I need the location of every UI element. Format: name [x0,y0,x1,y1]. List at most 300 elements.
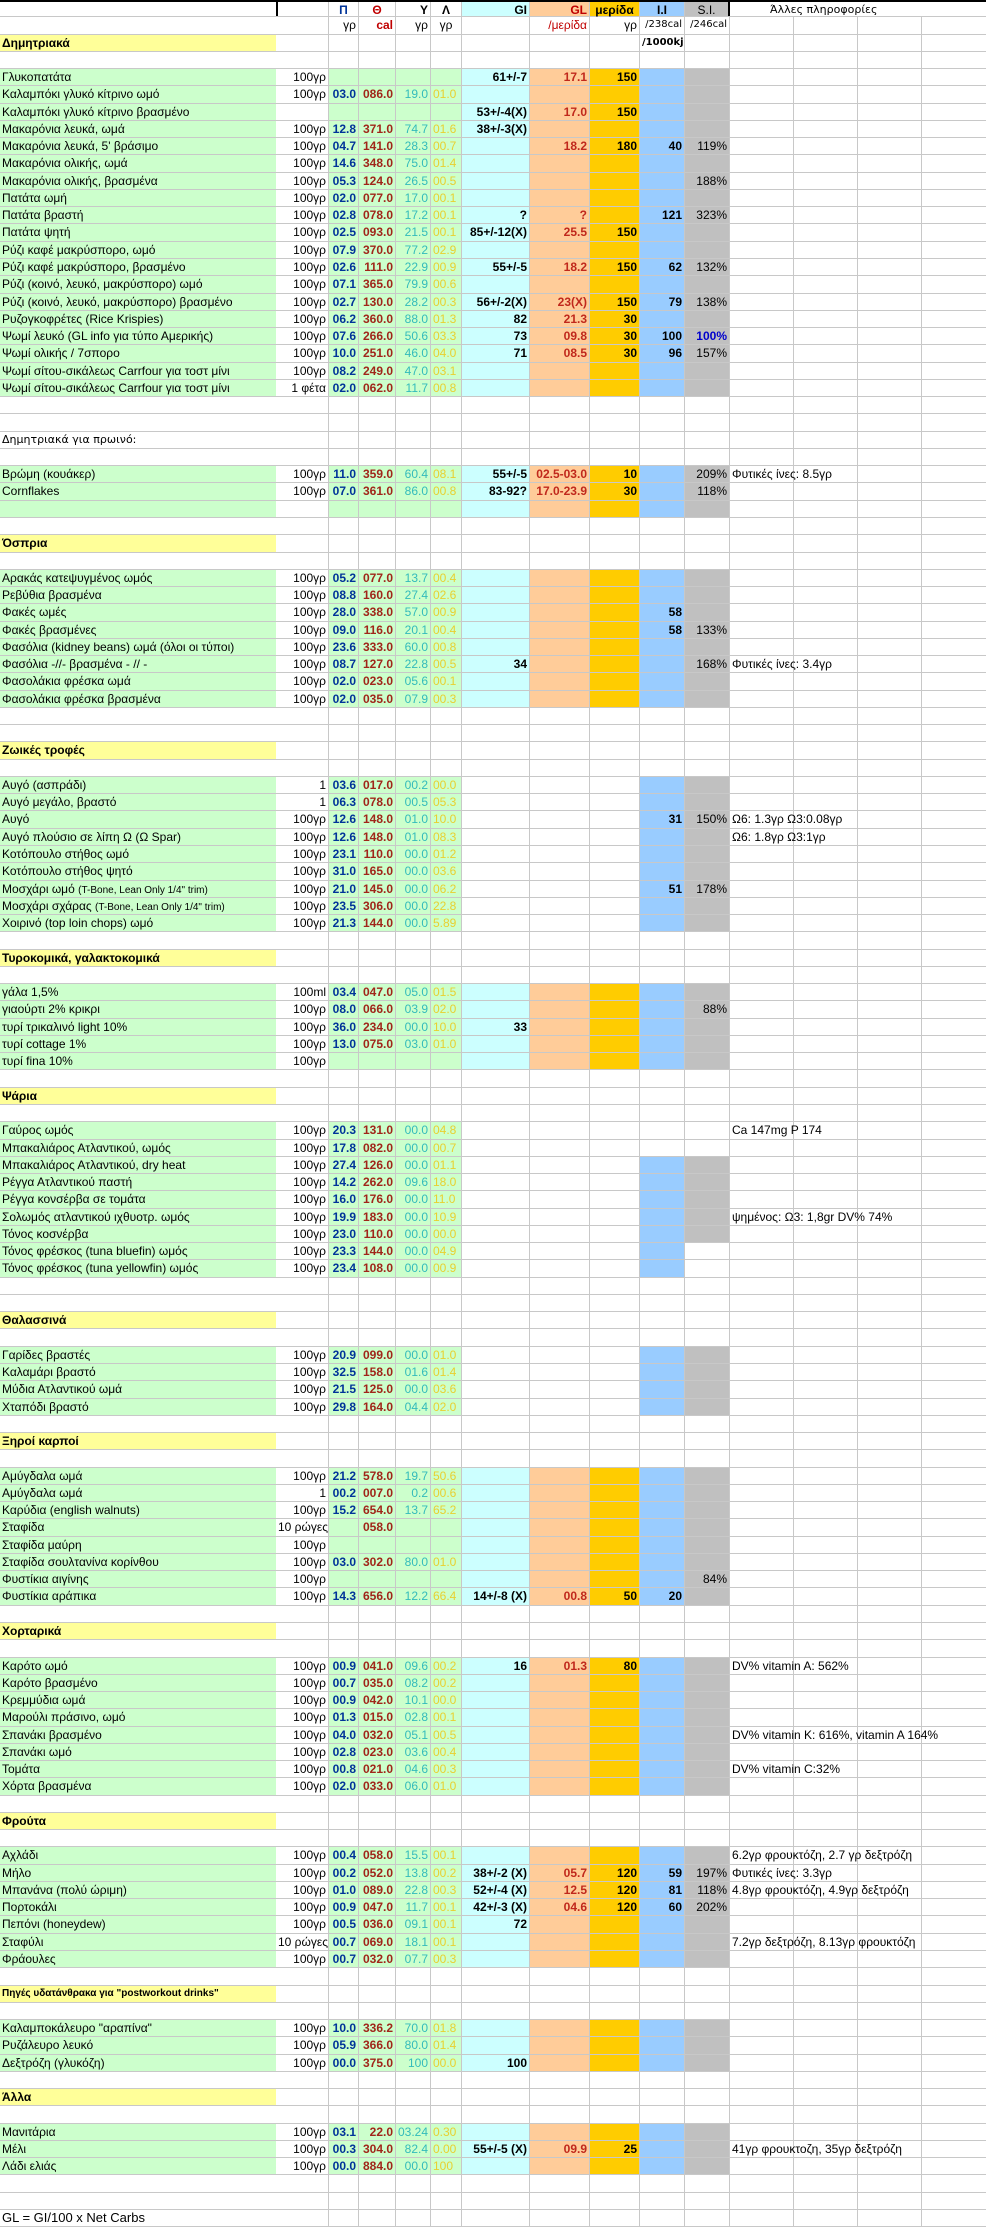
cell[interactable] [530,1640,590,1656]
carbs-cell[interactable]: 00.0 [396,863,431,879]
protein-cell[interactable]: 12.6 [329,829,359,845]
portion-cell[interactable] [590,1122,640,1138]
cell[interactable] [359,397,396,413]
cell[interactable] [590,1830,640,1846]
cell[interactable] [590,950,640,966]
fat-cell[interactable]: 00.5 [431,656,462,672]
calories-cell[interactable]: 086.0 [359,86,396,102]
notes-cell[interactable] [730,2055,794,2071]
cell[interactable] [794,570,858,586]
portion-cell[interactable]: 50 [590,1588,640,1604]
calories-cell[interactable] [359,1053,396,1069]
protein-cell[interactable]: 00.9 [329,1692,359,1708]
cell[interactable] [858,138,922,154]
cell[interactable] [794,1968,858,1984]
fat-cell[interactable]: 00.1 [431,1934,462,1950]
portion-cell[interactable] [590,794,640,810]
cell[interactable] [922,173,986,189]
ii-cell[interactable] [640,311,685,327]
cell[interactable] [462,518,530,534]
cell[interactable] [730,432,794,448]
cell[interactable] [858,915,922,931]
gi-cell[interactable] [462,380,530,396]
cell[interactable] [685,414,730,430]
gi-cell[interactable]: 73 [462,328,530,344]
fat-cell[interactable]: 08.3 [431,829,462,845]
cell[interactable] [922,1675,986,1691]
unit-cell[interactable]: 1 [276,794,329,810]
cell[interactable] [794,276,858,292]
calories-cell[interactable]: 131.0 [359,1122,396,1138]
cell[interactable] [329,1986,359,2002]
notes-cell[interactable] [730,294,794,310]
cell[interactable] [858,1260,922,1276]
calories-cell[interactable]: 578.0 [359,1468,396,1484]
cell[interactable] [640,967,685,983]
gi-cell[interactable] [462,570,530,586]
cell[interactable] [794,397,858,413]
fat-cell[interactable]: 03.6 [431,863,462,879]
food-name-cell[interactable]: γάλα 1,5% [0,984,276,1000]
gl-cell[interactable] [530,1174,590,1190]
cell[interactable] [858,2175,922,2191]
cell[interactable] [858,328,922,344]
cell[interactable] [276,1312,329,1328]
cell[interactable] [530,432,590,448]
si-cell[interactable] [685,276,730,292]
cell[interactable] [462,2072,530,2088]
unit-cell[interactable]: 100γρ [276,1951,329,1967]
gi-cell[interactable]: 53+/-4(X) [462,104,530,120]
cell[interactable] [922,742,986,758]
protein-cell[interactable]: 07.0 [329,483,359,499]
ii-cell[interactable] [640,656,685,672]
si-cell[interactable] [685,121,730,137]
notes-cell[interactable] [730,881,794,897]
gl-cell[interactable] [530,363,590,379]
cell[interactable] [685,1830,730,1846]
carbs-cell[interactable]: 11.7 [396,380,431,396]
cell[interactable] [530,1105,590,1121]
food-name-cell[interactable]: Μύδια Ατλαντικού ωμά [0,1381,276,1397]
cell[interactable] [329,553,359,569]
cell[interactable] [359,414,396,430]
cell[interactable] [794,363,858,379]
cell[interactable] [431,1606,462,1622]
unit-cell[interactable]: 100γρ [276,2037,329,2053]
fat-cell[interactable]: 5.89 [431,915,462,931]
cell[interactable] [590,2193,640,2209]
cell[interactable] [590,1433,640,1449]
cell[interactable] [431,1986,462,2002]
unit-cell[interactable]: 100γρ [276,1347,329,1363]
protein-cell[interactable]: 23.5 [329,898,359,914]
cell[interactable] [922,363,986,379]
si-cell[interactable] [685,1140,730,1156]
portion-cell[interactable] [590,777,640,793]
carbs-cell[interactable]: 57.0 [396,604,431,620]
cell[interactable] [858,604,922,620]
gl-cell[interactable] [530,121,590,137]
cell[interactable] [462,1278,530,1294]
cell[interactable] [462,1416,530,1432]
carbs-cell[interactable]: 13.8 [396,1865,431,1881]
cell[interactable] [794,1157,858,1173]
cell[interactable] [590,2003,640,2019]
portion-cell[interactable] [590,1675,640,1691]
ii-cell[interactable] [640,2037,685,2053]
cell[interactable] [359,1295,396,1311]
unit-cell[interactable]: 100γρ [276,656,329,672]
cell[interactable] [640,1088,685,1104]
unit-cell[interactable]: 100γρ [276,1036,329,1052]
calories-cell[interactable]: 017.0 [359,777,396,793]
cell[interactable] [530,2003,590,2019]
cell[interactable] [530,414,590,430]
carbs-cell[interactable]: 00.0 [396,1260,431,1276]
food-name-cell[interactable]: Αυγό μεγάλο, βραστό [0,794,276,810]
protein-cell[interactable] [329,1571,359,1587]
protein-cell[interactable]: 36.0 [329,1019,359,1035]
ii-cell[interactable]: 40 [640,138,685,154]
cell[interactable] [794,1537,858,1553]
food-name-cell[interactable]: Σολωμός ατλαντικού ιχθυοτρ. ωμός [0,1209,276,1225]
cell[interactable] [922,466,986,482]
cell[interactable] [922,1001,986,1017]
food-name-cell[interactable]: Μπακαλιάρος Ατλαντικού, dry heat [0,1157,276,1173]
cell[interactable] [640,1070,685,1086]
cell[interactable] [396,449,431,465]
carbs-cell[interactable]: 08.2 [396,1675,431,1691]
carbs-cell[interactable]: 00.0 [396,1157,431,1173]
si-cell[interactable] [685,155,730,171]
cell[interactable] [276,1433,329,1449]
carbs-cell[interactable]: 17.0 [396,190,431,206]
protein-cell[interactable]: 14.2 [329,1174,359,1190]
calories-cell[interactable]: 375.0 [359,2055,396,2071]
cell[interactable] [922,2124,986,2140]
cell[interactable] [396,414,431,430]
portion-cell[interactable] [590,639,640,655]
cell[interactable] [794,69,858,85]
cell[interactable] [359,1416,396,1432]
cell[interactable] [0,1450,276,1466]
unit-cell[interactable]: 100γρ [276,1658,329,1674]
calories-cell[interactable]: 021.0 [359,1761,396,1777]
cell[interactable] [730,35,794,51]
cell[interactable] [858,1105,922,1121]
calories-cell[interactable]: 089.0 [359,1882,396,1898]
notes-cell[interactable] [730,1174,794,1190]
protein-cell[interactable]: 02.8 [329,207,359,223]
ii-cell[interactable] [640,2020,685,2036]
portion-cell[interactable] [590,242,640,258]
cell[interactable] [730,397,794,413]
notes-cell[interactable] [730,224,794,240]
carbs-cell[interactable]: 09.1 [396,1916,431,1932]
cell[interactable] [590,708,640,724]
cell[interactable] [685,1070,730,1086]
si-cell[interactable]: 118% [685,483,730,499]
gi-cell[interactable] [462,2158,530,2174]
protein-cell[interactable]: 00.3 [329,2141,359,2157]
fat-cell[interactable]: 00.3 [431,1882,462,1898]
si-cell[interactable] [685,86,730,102]
gl-cell[interactable] [530,639,590,655]
gi-cell[interactable]: 55+/-5 [462,466,530,482]
gi-cell[interactable]: 85+/-12(X) [462,224,530,240]
cell[interactable] [730,1070,794,1086]
ii-cell[interactable] [640,1157,685,1173]
gl-cell[interactable]: 09.9 [530,2141,590,2157]
gi-cell[interactable] [462,86,530,102]
calories-cell[interactable]: 032.0 [359,1951,396,1967]
cell[interactable] [431,449,462,465]
section-title[interactable]: Πηγές υδατάνθρακα για "postworkout drinks" [0,1986,276,2002]
ii-cell[interactable] [640,1381,685,1397]
cell[interactable] [858,1675,922,1691]
unit-cell[interactable]: 100γρ [276,1381,329,1397]
gi-cell[interactable] [462,276,530,292]
notes-cell[interactable]: Φυτικές ίνες: 3.4γρ [732,657,832,672]
cell[interactable] [730,1606,794,1622]
cell[interactable] [922,1986,986,2002]
ii-cell[interactable]: 62 [640,259,685,275]
cell[interactable] [0,1329,276,1345]
fat-cell[interactable]: 00.1 [431,224,462,240]
text-label[interactable]: Δημητριακά για πρωινό: [2,432,137,446]
cell[interactable] [922,294,986,310]
fat-cell[interactable]: 10.0 [431,1019,462,1035]
cell[interactable] [590,1329,640,1345]
calories-cell[interactable]: 110.0 [359,1226,396,1242]
food-name-cell[interactable]: Φασόλια -//- βρασμένα - // - [0,656,276,672]
ii-cell[interactable]: 121 [640,207,685,223]
portion-cell[interactable] [590,2037,640,2053]
ii-cell[interactable] [640,1934,685,1950]
calories-cell[interactable]: 361.0 [359,483,396,499]
cell[interactable] [640,1312,685,1328]
calories-cell[interactable]: 075.0 [359,1036,396,1052]
cell[interactable] [530,1968,590,1984]
fat-cell[interactable]: 00.2 [431,1658,462,1674]
cell[interactable] [359,1312,396,1328]
carbs-cell[interactable]: 26.5 [396,173,431,189]
food-name-cell[interactable]: Ρεβύθια βρασμένα [0,587,276,603]
cell[interactable] [922,708,986,724]
cell[interactable] [431,1416,462,1432]
cell[interactable] [730,1830,794,1846]
food-name-cell[interactable]: Μακαρόνια ολικής, βρασμένα [0,173,276,189]
cell[interactable] [794,138,858,154]
cell[interactable] [329,2210,359,2226]
cell[interactable] [794,950,858,966]
ii-cell[interactable]: 59 [640,1865,685,1881]
cell[interactable] [359,1830,396,1846]
notes-cell[interactable] [730,1260,794,1276]
gi-cell[interactable]: 71 [462,345,530,361]
cell[interactable] [396,2072,431,2088]
cell[interactable] [396,535,431,551]
portion-cell[interactable] [590,1778,640,1794]
cell[interactable] [794,294,858,310]
cell[interactable] [922,535,986,551]
calories-cell[interactable] [359,69,396,85]
cell[interactable] [794,673,858,689]
carbs-cell[interactable] [396,1571,431,1587]
cell[interactable] [396,2175,431,2191]
cell[interactable] [685,2210,730,2226]
carbs-cell[interactable]: 00.0 [396,1226,431,1242]
cell[interactable] [922,1209,986,1225]
carbs-cell[interactable]: 01.6 [396,1364,431,1380]
cell[interactable] [276,1606,329,1622]
cell[interactable] [922,1830,986,1846]
calories-cell[interactable]: 158.0 [359,1364,396,1380]
portion-cell[interactable] [590,1191,640,1207]
ii-cell[interactable] [640,1658,685,1674]
protein-cell[interactable]: 12.8 [329,121,359,137]
cell[interactable] [858,1485,922,1501]
cell[interactable] [0,397,276,413]
fat-cell[interactable]: 05.3 [431,794,462,810]
calories-cell[interactable]: 035.0 [359,1675,396,1691]
cell[interactable] [858,742,922,758]
cell[interactable] [530,1088,590,1104]
food-name-cell[interactable]: Δεξτρόζη (γλυκόζη) [0,2055,276,2071]
carbs-cell[interactable]: 100 [396,2055,431,2071]
cell[interactable] [590,414,640,430]
cell[interactable] [685,725,730,741]
unit-fat[interactable]: γρ [431,17,462,33]
ii-cell[interactable]: 20 [640,1588,685,1604]
cell[interactable] [858,276,922,292]
fat-cell[interactable]: 50.6 [431,1468,462,1484]
gi-cell[interactable] [462,639,530,655]
calories-cell[interactable]: 656.0 [359,1588,396,1604]
fat-cell[interactable]: 00.7 [431,138,462,154]
gi-cell[interactable] [462,1381,530,1397]
ii-cell[interactable] [640,777,685,793]
cell[interactable] [640,1830,685,1846]
protein-cell[interactable]: 00.5 [329,1916,359,1932]
calories-cell[interactable]: 262.0 [359,1174,396,1190]
protein-cell[interactable]: 09.0 [329,622,359,638]
food-name-cell[interactable]: τυρί τρικαλινό light 10% [0,1019,276,1035]
cell[interactable] [0,553,276,569]
calories-cell[interactable]: 654.0 [359,1502,396,1518]
food-name-cell[interactable]: Καρότο ωμό [0,1658,276,1674]
cell[interactable] [794,1278,858,1294]
cell[interactable] [359,1450,396,1466]
notes-cell[interactable] [730,1502,794,1518]
calories-cell[interactable]: 078.0 [359,794,396,810]
food-name-cell[interactable]: Ψωμί σίτου-σικάλεως Carrfour για τοστ μίνι [0,363,276,379]
fat-cell[interactable]: 00.1 [431,673,462,689]
cell[interactable] [590,1986,640,2002]
gi-cell[interactable] [462,1951,530,1967]
gl-cell[interactable] [530,1951,590,1967]
unit-cell[interactable]: 100γρ [276,1001,329,1017]
portion-cell[interactable] [590,155,640,171]
cell[interactable] [730,1450,794,1466]
cell[interactable] [794,553,858,569]
protein-cell[interactable]: 23.6 [329,639,359,655]
portion-cell[interactable] [590,1709,640,1725]
unit-cell[interactable]: 100γρ [276,2020,329,2036]
cell[interactable] [794,1986,858,2002]
cell[interactable] [396,2003,431,2019]
calories-cell[interactable]: 165.0 [359,863,396,879]
protein-cell[interactable]: 20.3 [329,1122,359,1138]
portion-cell[interactable]: 180 [590,138,640,154]
cell[interactable] [590,1295,640,1311]
portion-cell[interactable] [590,570,640,586]
gl-cell[interactable] [530,1157,590,1173]
gl-cell[interactable] [530,570,590,586]
si-cell[interactable]: 100% [685,328,730,344]
unit-cell[interactable]: 100γρ [276,1243,329,1259]
protein-cell[interactable]: 02.7 [329,294,359,310]
fat-cell[interactable] [431,104,462,120]
cell[interactable] [685,932,730,948]
ii-cell[interactable] [640,1036,685,1052]
cell[interactable] [858,17,922,33]
ii-cell[interactable]: 60 [640,1899,685,1915]
gl-cell[interactable]: 08.5 [530,345,590,361]
cell[interactable] [530,2106,590,2122]
food-name-cell[interactable]: Καλαμπόκι γλυκό κίτρινο βρασμένο [0,104,276,120]
cell[interactable] [922,915,986,931]
gi-cell[interactable] [462,1934,530,1950]
cell[interactable] [431,932,462,948]
cell[interactable] [276,1640,329,1656]
si-cell[interactable] [685,2158,730,2174]
portion-cell[interactable]: 150 [590,224,640,240]
cell[interactable] [922,950,986,966]
cell[interactable] [858,1813,922,1829]
calories-cell[interactable]: 047.0 [359,1899,396,1915]
cell[interactable] [530,1830,590,1846]
portion-cell[interactable] [590,2124,640,2140]
gl-cell[interactable] [530,1468,590,1484]
fat-cell[interactable]: 10.9 [431,1209,462,1225]
portion-cell[interactable] [590,1934,640,1950]
food-name-cell[interactable]: Χοιρινό (top loin chops) ωμό [0,915,276,931]
unit-cell[interactable]: 100γρ [276,829,329,845]
cell[interactable] [590,2072,640,2088]
carbs-cell[interactable]: 06.0 [396,1778,431,1794]
cell[interactable] [922,1278,986,1294]
notes-cell[interactable] [730,86,794,102]
gl-cell[interactable] [530,2020,590,2036]
cell[interactable] [922,1968,986,1984]
carbs-cell[interactable]: 04.6 [396,1761,431,1777]
cell[interactable] [794,1140,858,1156]
gl-cell[interactable] [530,1140,590,1156]
food-name-cell[interactable] [0,881,276,897]
cell[interactable] [794,1744,858,1760]
cell[interactable] [329,708,359,724]
cell[interactable] [858,553,922,569]
cell[interactable] [462,760,530,776]
fat-cell[interactable]: 00.1 [431,190,462,206]
protein-cell[interactable]: 21.5 [329,1381,359,1397]
cell[interactable] [396,518,431,534]
ii-cell[interactable] [640,1847,685,1863]
food-name-cell[interactable]: Μακαρόνια λευκά, ωμά [0,121,276,137]
carbs-cell[interactable]: 19.0 [396,86,431,102]
